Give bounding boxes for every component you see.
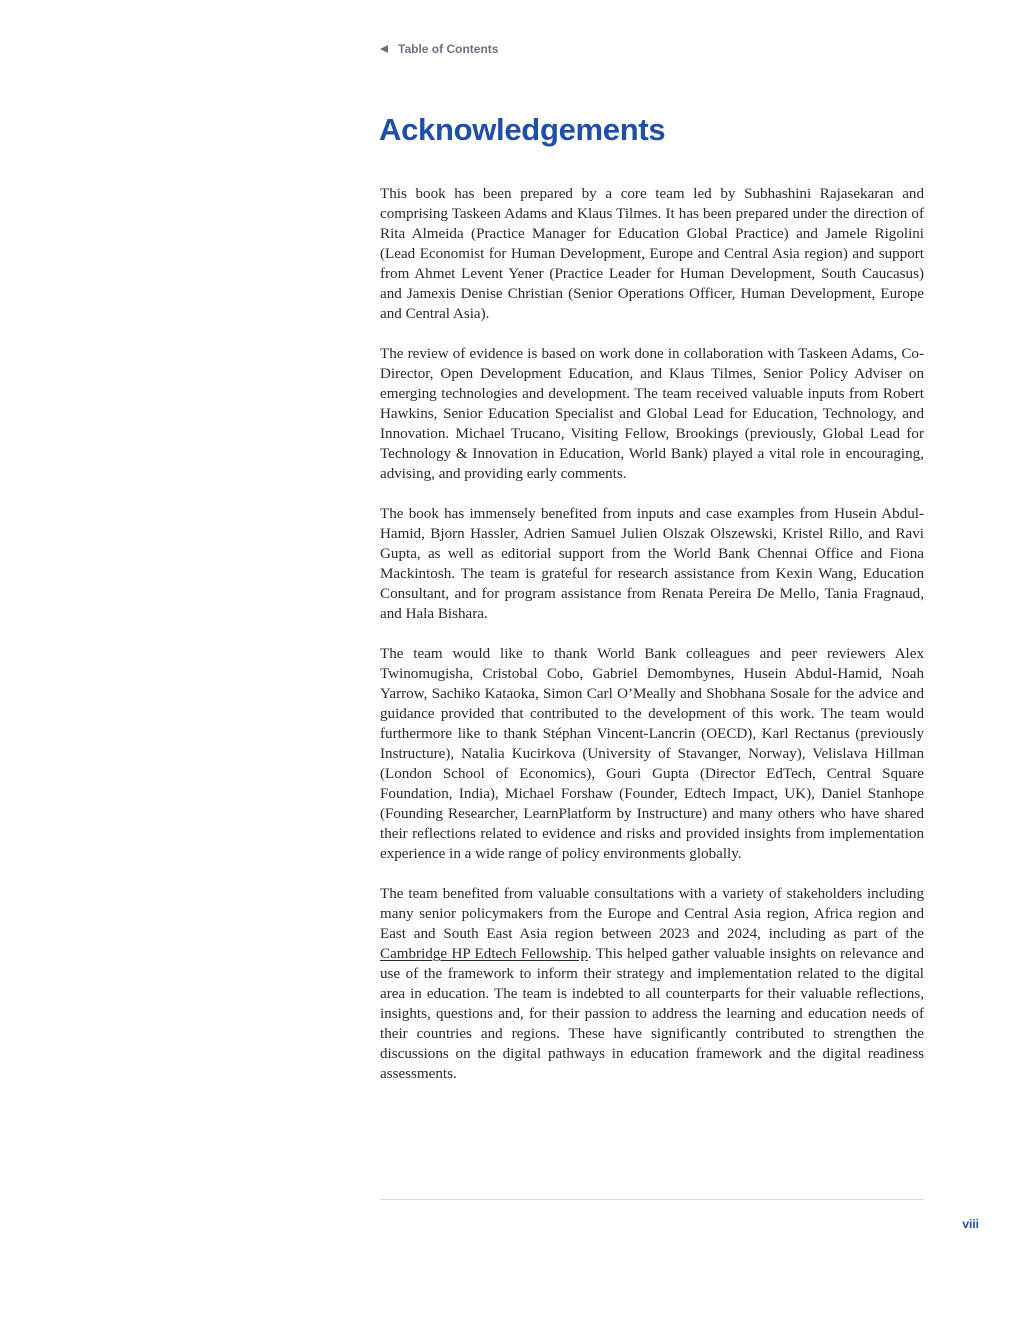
paragraph-inputs-and-support: The book has immensely benefited from inputs and case examples from Husein Abdul-Hamid, Bjorn Hassler, Adrien Samuel Julien Olszak Olszewski, Kristel Rillo, and Ravi Gupta, as well as editorial support from the World Bank Chennai Office and Fiona Mackintosh. The team is grateful for research assistance from Kexin Wang, Education Consultant, and for program assistance from Renata Pereira De Mello, Tania Fragnaud, and Hala Bishara. (380, 506, 924, 622)
paragraph-review-of-evidence: The review of evidence is based on work done in collaboration with Taskeen Adams, Co-Director, Open Development Education, and Klaus Tilmes, Senior Policy Adviser on emerging technologies and development. The team received valuable inputs from Robert Hawkins, Senior Education Specialist and Global Lead for Education, Technology, and Innovation. Michael Trucano, Visiting Fellow, Brookings (previously, Global Lead for Technology & Innovation in Education, World Bank) played a vital role in encouraging, advising, and providing early comments. (380, 346, 924, 482)
paragraph-consultations (380, 884, 924, 1084)
footer-divider (380, 1199, 924, 1200)
acknowledgements-body (380, 184, 924, 1104)
cambridge-hp-edtech-fellowship-link[interactable]: Cambridge HP Edtech Fellowship (380, 946, 588, 962)
back-triangle-icon (380, 45, 388, 53)
page-number: viii (962, 1217, 979, 1231)
paragraph-core-team: This book has been prepared by a core team led by Subhashini Rajasekaran and comprising Taskeen Adams and Klaus Tilmes. It has been prepared under the direction of Rita Almeida (Practice Manager for Education Global Practice) and Jamele Rigolini (Lead Economist for Human Development, Europe and Central Asia region) and support from Ahmet Levent Yener (Practice Leader for Human Development, South Caucasus) and Jamexis Denise Christian (Senior Operations Officer, Human Development, Europe and Central Asia). (380, 186, 924, 322)
consultations-text-start: The team benefited from valuable consultations with a variety of stakeholders including many senior policymakers from the Europe and Central Asia region, Africa region and East and South East Asia region between 2023 and 2024, including as part of the (380, 886, 924, 942)
table-of-contents-link[interactable] (380, 40, 498, 58)
paragraph-peer-reviewers: The team would like to thank World Bank colleagues and peer reviewers Alex Twinomugisha, Cristobal Cobo, Gabriel Demombynes, Husein Abdul-Hamid, Noah Yarrow, Sachiko Kataoka, Simon Carl O’Meally and Shobhana Sosale for the advice and guidance provided that contributed to the development of this work. The team would furthermore like to thank Stéphan Vincent-Lancrin (OECD), Karl Rectanus (previously Instructure), Natalia Kucirkova (University of Stavanger, Norway), Velislava Hillman (London School of Economics), Gouri Gupta (Director EdTech, Central Square Foundation, India), Michael Forshaw (Founder, Edtech Impact, UK), Daniel Stanhope (Founding Researcher, LearnPlatform by Instructure) and many others who have shared their reflections related to evidence and risks and provided insights from implementation experience in a wide range of policy environments globally. (380, 646, 924, 862)
table-of-contents-label: Table of Contents (398, 42, 499, 56)
consultations-text-end: . This helped gather valuable insights on relevance and use of the framework to inform their strategy and implementation related to the digital area in education. The team is indebted to all counterparts for their valuable reflections, insights, questions and, for their passion to address the learning and education needs of their countries and regions. These have significantly contributed to strengthen the discussions on the digital pathways in education framework and the digital readiness assessments. (380, 946, 924, 1082)
page-title: Acknowledgements (379, 112, 666, 147)
